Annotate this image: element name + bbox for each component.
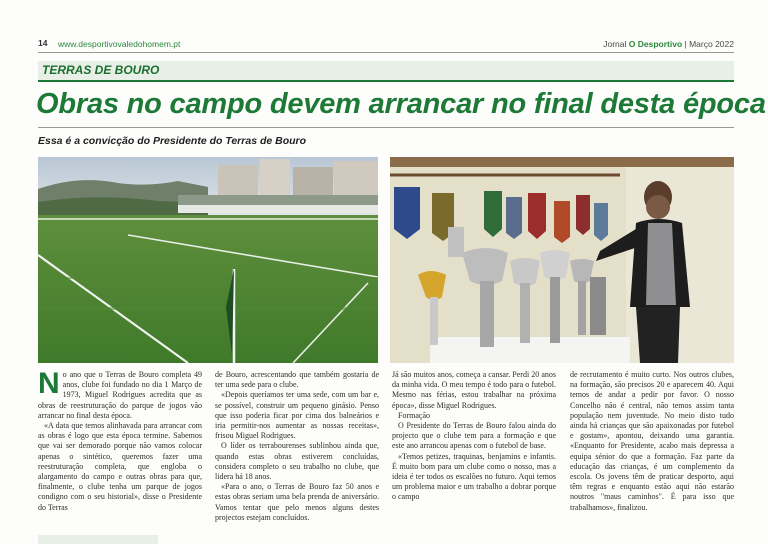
paragraph: O Presidente do Terras de Bouro falou ainda do projecto que o clube tem para a formação e que este ano arrancou apenas com o futebol de base. bbox=[392, 421, 556, 451]
journal-name: O Desportivo bbox=[628, 39, 683, 49]
page-header bbox=[38, 38, 734, 52]
article-column-3 bbox=[392, 370, 556, 503]
paragraph: «A data que temos alinhavada para arrancar com as obras é logo que esta época termine. Sabemos que vai ser demorado porque não vamos colocar apenas o sintético, queremos fazer uma reestruturação completa, que engloba o alargamento do campo e outras obras para que, finalmente, o clube tenha um parque de jogos condigno com o seu historial», disse o Presidente do Terras bbox=[38, 421, 202, 512]
article-headline: Obras no campo devem arrancar no final desta época bbox=[36, 88, 766, 120]
drop-cap: N bbox=[38, 367, 60, 400]
trophies-photo bbox=[390, 157, 734, 363]
paragraph: de recrutamento é muito curto. Nos outros clubes, na formação, são precisos 20 e aparecem 40. Aqui temos de andar a pedir por favor. O nosso Concelho não é central, não temos assim tanta população nem juventude. No meio disto tudo ainda há crianças que são apaixonadas por futebol e gostam», apontou, deixando uma garantia. «Enquanto for Presidente, acabo mais depressa a equipa sénior do que a formação. Faz parte da educação das crianças, é um complemento da escola. Os jovens têm de praticar desporto, aqui têm regras e enquanto estão aqui não estarão noutros "maus caminhos". É para isso que trabalhamos», finalizou. bbox=[570, 370, 734, 512]
football-pitch-photo bbox=[38, 157, 378, 363]
paragraph: «Para o ano, o Terras de Bouro faz 50 anos e estas obras seriam uma bela prenda de aniversário. Vamos tentar que pelo menos alguns destes projectos estejam concluídos. bbox=[215, 482, 379, 522]
paragraph: de Bouro, acrescentando que também gostaria de ter uma sede para o clube. bbox=[215, 370, 379, 390]
article-column-4 bbox=[570, 370, 734, 513]
journal-prefix: Jornal bbox=[603, 39, 627, 49]
section-banner bbox=[38, 61, 734, 82]
paragraph: «Temos petizes, traquinas, benjamins e infantis. É muito bom para um clube como o nosso, mas a ideia é ter todos os escalões no futuro. Aqui temos um problema maior e um trabalho a dobrar porque o campo bbox=[392, 451, 556, 502]
paragraph: o ano que o Terras de Bouro completa 49 anos, clube foi fundado no dia 1 Março de 1973, Miguel Rodrigues acredita que as obras de reestruturação do parque de jogos vão arrancar no final desta época. bbox=[38, 370, 202, 420]
page-number: 14 bbox=[38, 38, 48, 48]
paragraph: Já são muitos anos, começa a cansar. Perdi 20 anos da minha vida. O meu tempo é todo para o futebol. Mesmo nas férias, estou trabalhar na próxima época», disse Miguel Rodrigues. bbox=[392, 370, 556, 410]
article-column-2 bbox=[215, 370, 379, 523]
journal-info bbox=[603, 39, 734, 49]
paragraph: O líder os terrabourenses sublinhou ainda que, quando estas obras estiverem concluídas, considera completo o seu trabalho no clube, que lidera há 18 anos. bbox=[215, 441, 379, 482]
website-url[interactable]: www.desportivovaledohomem.pt bbox=[58, 39, 181, 49]
article-subheadline: Essa é a convicção do Presidente do Terras de Bouro bbox=[38, 135, 307, 147]
article-body bbox=[38, 367, 734, 530]
issue-date: | Março 2022 bbox=[684, 39, 734, 49]
section-title: TERRAS DE BOURO bbox=[42, 63, 160, 77]
next-section-strip bbox=[38, 535, 158, 544]
header-divider bbox=[38, 52, 734, 53]
paragraph: «Depois queríamos ter uma sede, com um bar e, se possível, construir um pequeno ginásio. Penso que isso poderia ficar por cima dos balneários e iria permitir-nos aumentar as nossas receitas», frisou Miguel Rodrigues. bbox=[215, 390, 379, 441]
headline-divider bbox=[38, 127, 734, 128]
article-column-1 bbox=[38, 367, 202, 513]
section-subtitle: Formação bbox=[398, 410, 430, 420]
